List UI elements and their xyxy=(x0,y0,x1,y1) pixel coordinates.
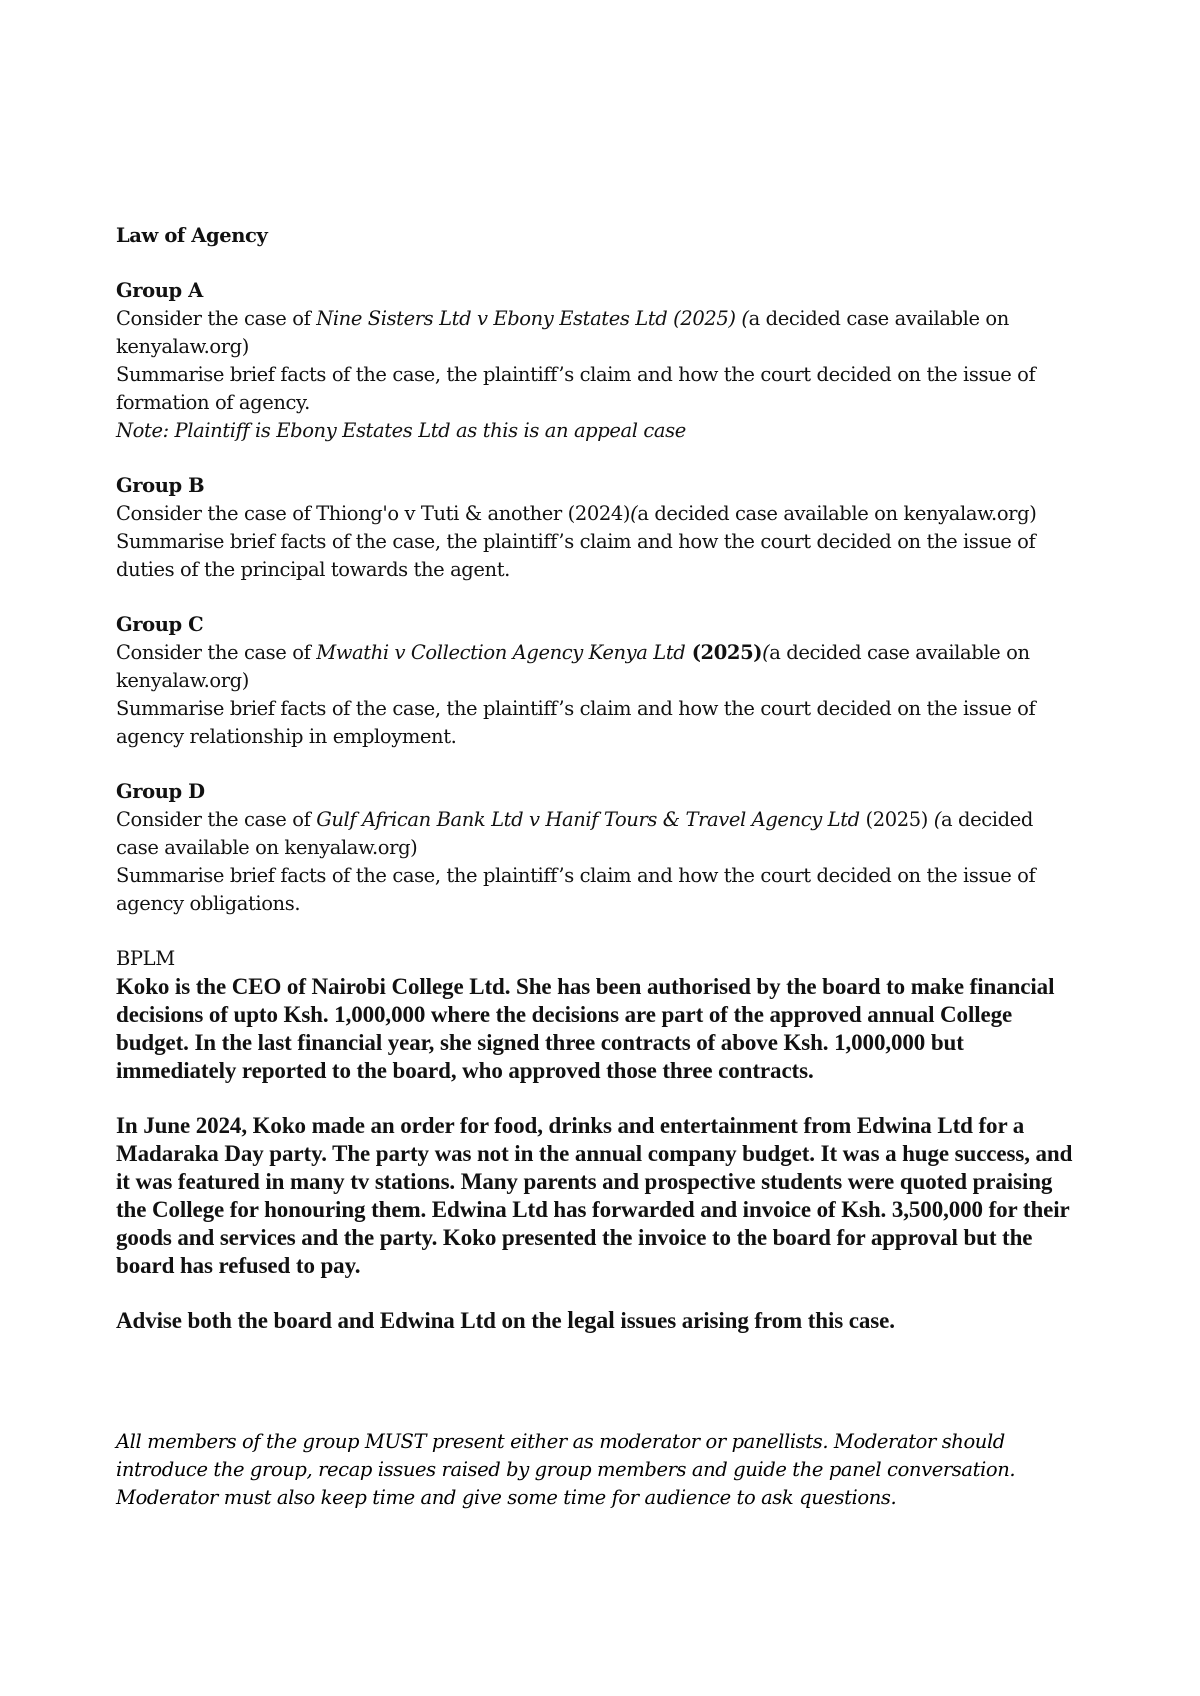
question-emphasis: legal xyxy=(567,1308,615,1334)
case-paren: ( xyxy=(933,808,942,831)
case-intro: Consider the case of xyxy=(116,307,317,330)
group-a-heading: Group A xyxy=(116,279,203,302)
group-b-case-line xyxy=(116,500,1076,528)
bplm-paragraph-2: In June 2024, Koko made an order for food, drinks and entertainment from Edwina Ltd for a Madaraka Day party. The party was not in the annual company budget. It was a huge success, and it was featured in many tv stations. Many parents and prospective students were quoted praising the College for honouring them. Edwina Ltd has forwarded and invoice of Ksh. 3,500,000 for their goods and services and the party. Koko presented the invoice to the board for approval but the board has refused to pay. xyxy=(116,1113,1073,1278)
group-a-case-line xyxy=(116,305,1076,361)
footer-instructions xyxy=(116,1428,1076,1512)
case-intro: Consider the case of xyxy=(116,808,317,831)
document-page xyxy=(116,222,1076,1335)
case-intro: Consider the case of xyxy=(116,641,317,664)
case-source: a decided case available on kenyalaw.org) xyxy=(116,307,1009,358)
bplm-question xyxy=(116,1307,1076,1335)
case-name: Gulf African Bank Ltd v Hanif Tours & Travel Agency Ltd xyxy=(316,808,860,831)
group-a-note: Note: Plaintiff is Ebony Estates Ltd as this is an appeal case xyxy=(116,419,686,442)
page-title: Law of Agency xyxy=(116,224,268,247)
question-end: issues arising from this case. xyxy=(614,1308,895,1333)
group-c-case-line xyxy=(116,639,1076,695)
case-source: a decided case available on kenyalaw.org) xyxy=(116,641,1030,692)
group-c-task: Summarise brief facts of the case, the plaintiff’s claim and how the court decided on the issue of agency relationship in employment. xyxy=(116,697,1036,748)
case-name: Mwathi v Collection Agency Kenya Ltd xyxy=(316,641,686,664)
case-intro: Consider the case of Thiong'o v Tuti & another (2024) xyxy=(116,502,631,525)
case-year: (2025) xyxy=(685,641,763,664)
case-source: a decided case available on kenyalaw.org) xyxy=(116,808,1033,859)
group-a-section xyxy=(116,277,1076,445)
group-d-section xyxy=(116,778,1076,918)
case-paren: ( xyxy=(630,502,638,525)
group-d-case-line xyxy=(116,806,1076,862)
bplm-section xyxy=(116,945,1076,1335)
group-d-task: Summarise brief facts of the case, the plaintiff’s claim and how the court decided on the issue of agency obligations. xyxy=(116,864,1036,915)
group-b-section xyxy=(116,472,1076,584)
group-c-section xyxy=(116,611,1076,751)
group-c-heading: Group C xyxy=(116,613,204,636)
question-intro: Advise both the board and Edwina Ltd on the xyxy=(116,1308,568,1333)
footer-note-text: All members of the group MUST present either as moderator or panellists. Moderator should introduce the group, recap issues raised by group members and guide the panel conversation. Moderator must also keep time and give some time for audience to ask questions. xyxy=(116,1430,1016,1509)
case-source: a decided case available on kenyalaw.org) xyxy=(637,502,1037,525)
group-b-task: Summarise brief facts of the case, the plaintiff’s claim and how the court decided on the issue of duties of the principal towards the agent. xyxy=(116,530,1036,581)
bplm-paragraph-1: Koko is the CEO of Nairobi College Ltd. She has been authorised by the board to make financial decisions of upto Ksh. 1,000,000 where the decisions are part of the approved annual College budget. In the last financial year, she signed three contracts of above Ksh. 1,000,000 but immediately reported to the board, who approved those three contracts. xyxy=(116,974,1055,1083)
group-d-heading: Group D xyxy=(116,780,205,803)
group-b-heading: Group B xyxy=(116,474,205,497)
case-year: (2025) xyxy=(859,808,934,831)
bplm-heading: BPLM xyxy=(116,947,175,970)
case-paren: ( xyxy=(762,641,770,664)
case-name: Nine Sisters Ltd v Ebony Estates Ltd (2025) ( xyxy=(316,307,749,330)
group-a-task: Summarise brief facts of the case, the plaintiff’s claim and how the court decided on the issue of formation of agency. xyxy=(116,363,1036,414)
